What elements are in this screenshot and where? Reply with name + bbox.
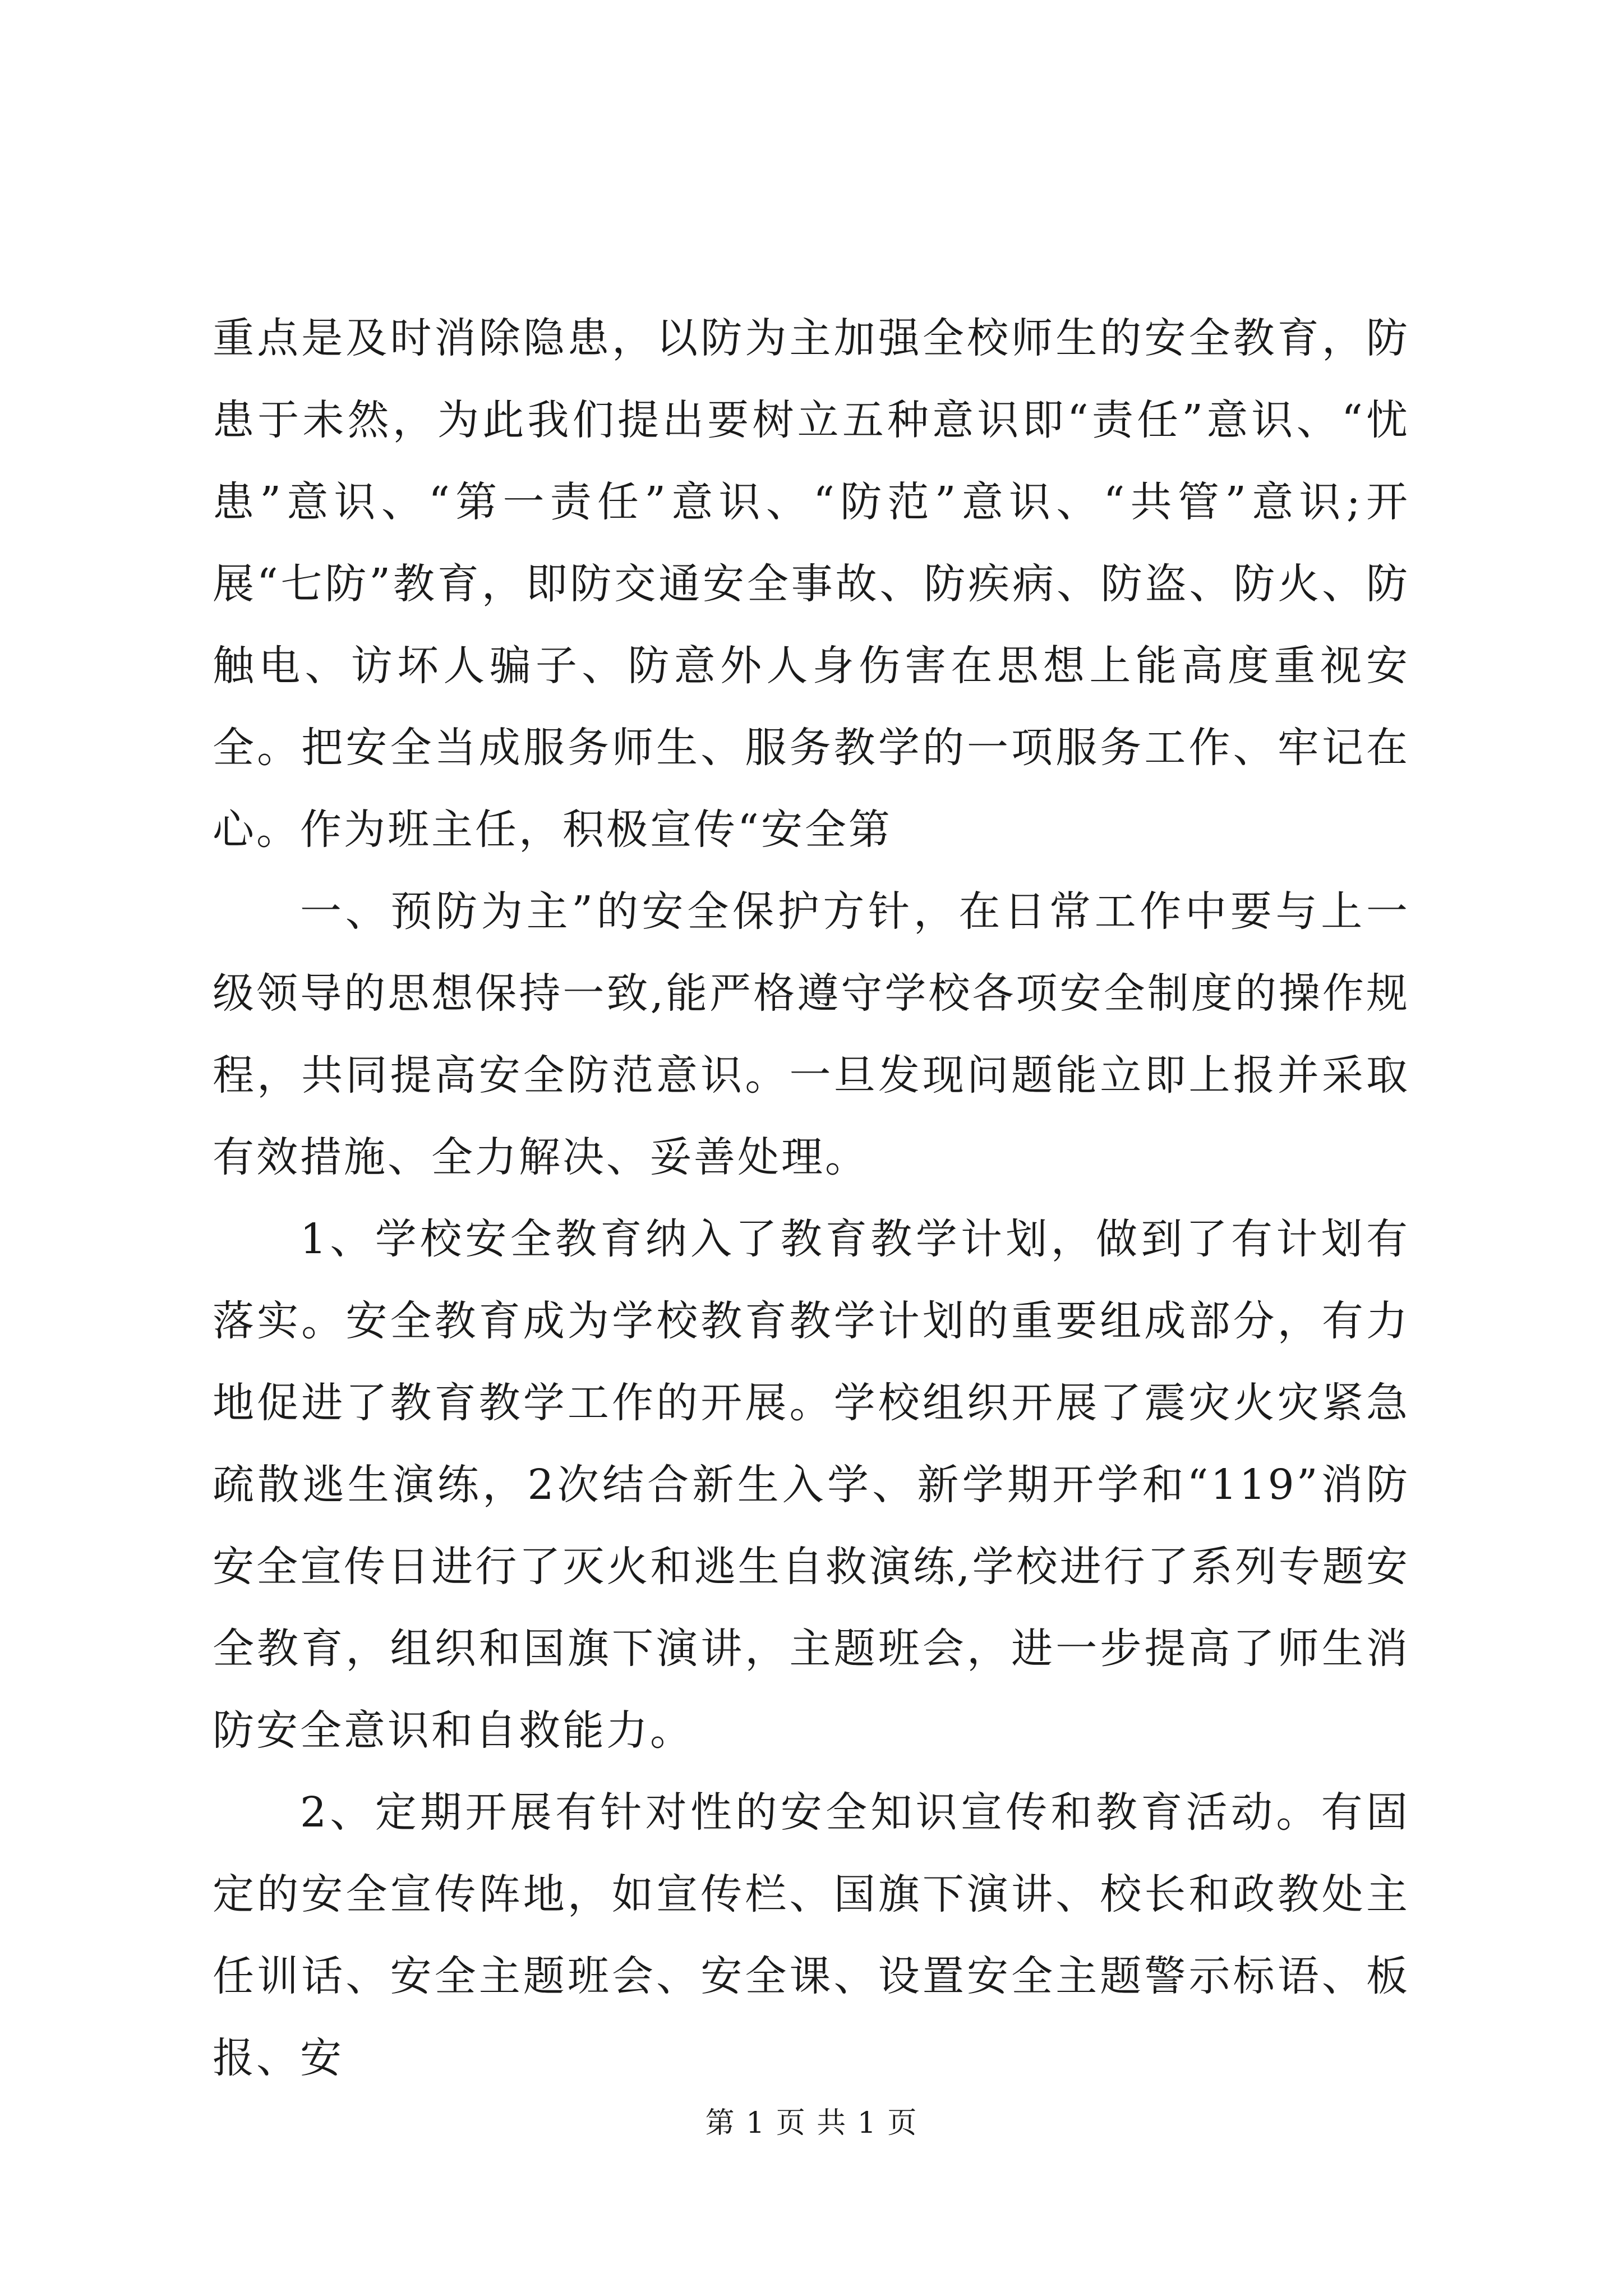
page-footer: 第 1 页 共 1 页 <box>705 2106 918 2140</box>
paragraph-1: 重点是及时消除隐患，以防为主加强全校师生的安全教育，防患于未然，为此我们提出要树立五种意识即“责任”意识、“忧患”意识、“第一责任”意识、“防范”意识、“共管”意识;开展“七防”教育，即防交通安全事故、防疾病、防盗、防火、防触电、访坏人骗子、防意外人身伤害在思想上能高度重视安全。把安全当成服务师生、服务教学的一项服务工作、牢记在心。作为班主任，积极宣传“安全第 <box>213 314 1410 854</box>
paragraph-4: 2、定期开展有针对性的安全知识宣传和教育活动。有固定的安全宣传阵地，如宣传栏、国旗下演讲、校长和政教处主任训话、安全主题班会、安全课、设置安全主题警示标语、板报、安 <box>213 1788 1410 2082</box>
document-body <box>213 297 1410 2099</box>
paragraph-2: 一、预防为主”的安全保护方针，在日常工作中要与上一级领导的思想保持一致,能严格遵守学校各项安全制度的操作规程，共同提高安全防范意识。一旦发现问题能立即上报并采取有效措施、全力解决、妥善处理。 <box>213 887 1410 1181</box>
paragraph-3: 1、学校安全教育纳入了教育教学计划，做到了有计划有落实。安全教育成为学校教育教学计划的重要组成部分，有力地促进了教育教学工作的开展。学校组织开展了震灾火灾紧急疏散逃生演练，2次结合新生入学、新学期开学和“119”消防安全宣传日进行了灭火和逃生自救演练,学校进行了系列专题安全教育，组织和国旗下演讲，主题班会，进一步提高了师生消防安全意识和自救能力。 <box>213 1215 1410 1755</box>
